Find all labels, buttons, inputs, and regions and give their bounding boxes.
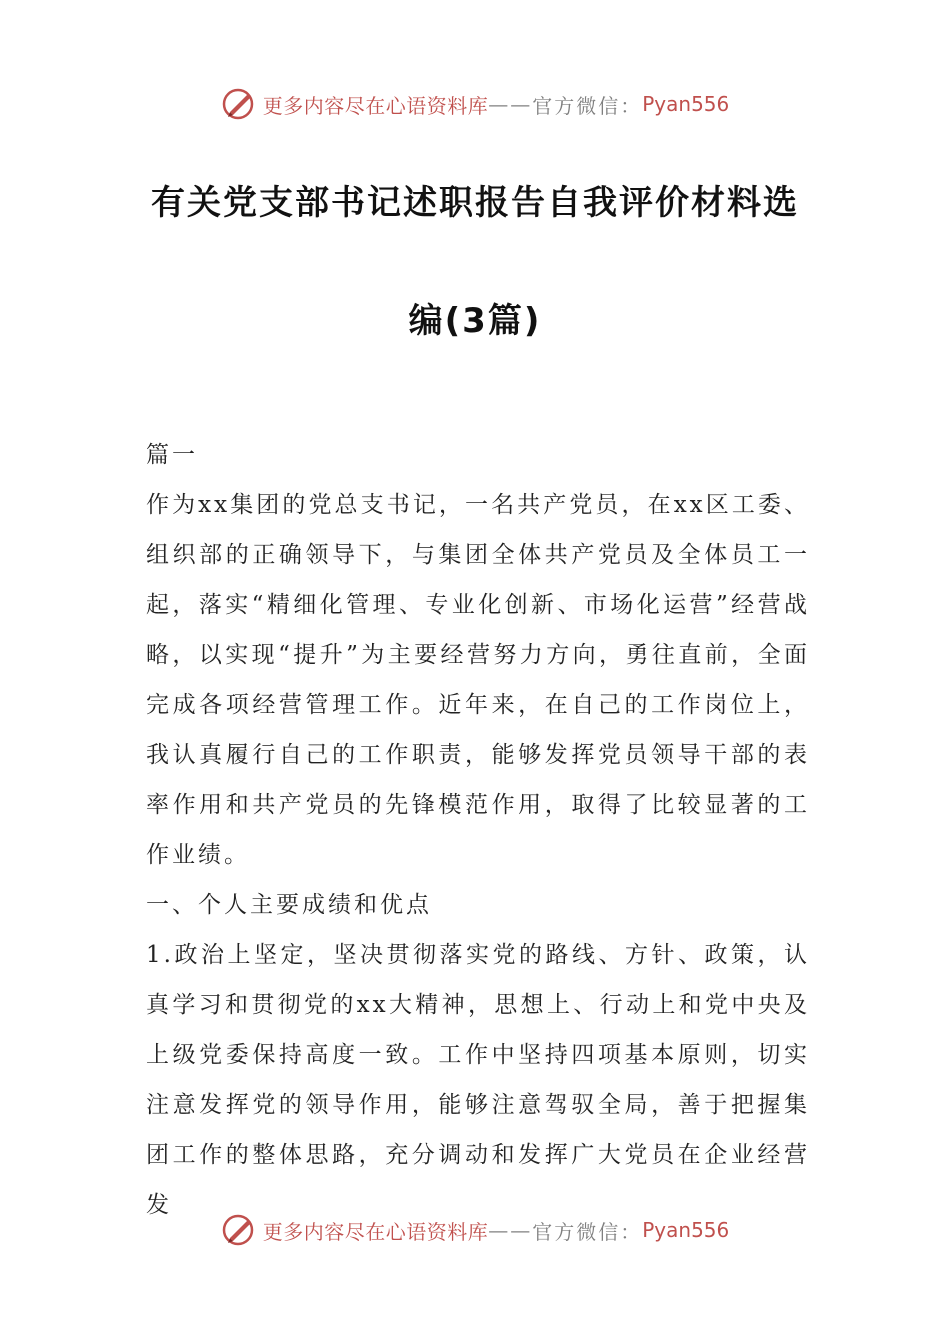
- wechat-id: Pyan556: [642, 1218, 730, 1242]
- promo-text: 更多内容尽在心语资料库: [262, 1219, 489, 1244]
- wechat-id: Pyan556: [642, 92, 730, 116]
- promo-banner-top: [0, 82, 950, 126]
- promo-banner-bottom: [0, 1208, 950, 1252]
- section-heading: 一、个人主要成绩和优点: [146, 892, 432, 918]
- pen-logo-icon: [221, 1212, 257, 1248]
- promo-dash: ——: [488, 1218, 533, 1242]
- intro-paragraph: 作为xx集团的党总支书记，一名共产党员，在xx区工委、组织部的正确领导下，与集团全体共产党员及全体员工一起，落实“精细化管理、专业化创新、市场化运营”经营战略，以实现“提升”为主要经营努力方向，勇往直前，全面完成各项经营管理工作。近年来，在自己的工作岗位上，我认真履行自己的工作职责，能够发挥党员领导干部的表率作用和共产党员的先锋模范作用，取得了比较显著的工作业绩。: [146, 492, 810, 868]
- document-title-line-2: 编(3篇): [408, 301, 542, 341]
- section-label: 篇一: [146, 442, 198, 468]
- point-paragraph: 1.政治上坚定，坚决贯彻落实党的路线、方针、政策，认真学习和贯彻党的xx大精神，思想上、行动上和党中央及上级党委保持高度一致。工作中坚持四项基本原则，切实注意发挥党的领导作用，能够注意驾驭全局，善于把握集团工作的整体思路，充分调动和发挥广大党员在企业经营发: [146, 942, 810, 1218]
- official-wechat-label: 官方微信：: [532, 93, 643, 118]
- pen-logo-icon: [221, 86, 257, 122]
- promo-dash: ——: [488, 92, 533, 116]
- promo-text: 更多内容尽在心语资料库: [262, 93, 489, 118]
- document-body: [146, 430, 810, 1230]
- official-wechat-label: 官方微信：: [532, 1219, 643, 1244]
- document-title-line-1: 有关党支部书记述职报告自我评价材料选: [151, 183, 799, 223]
